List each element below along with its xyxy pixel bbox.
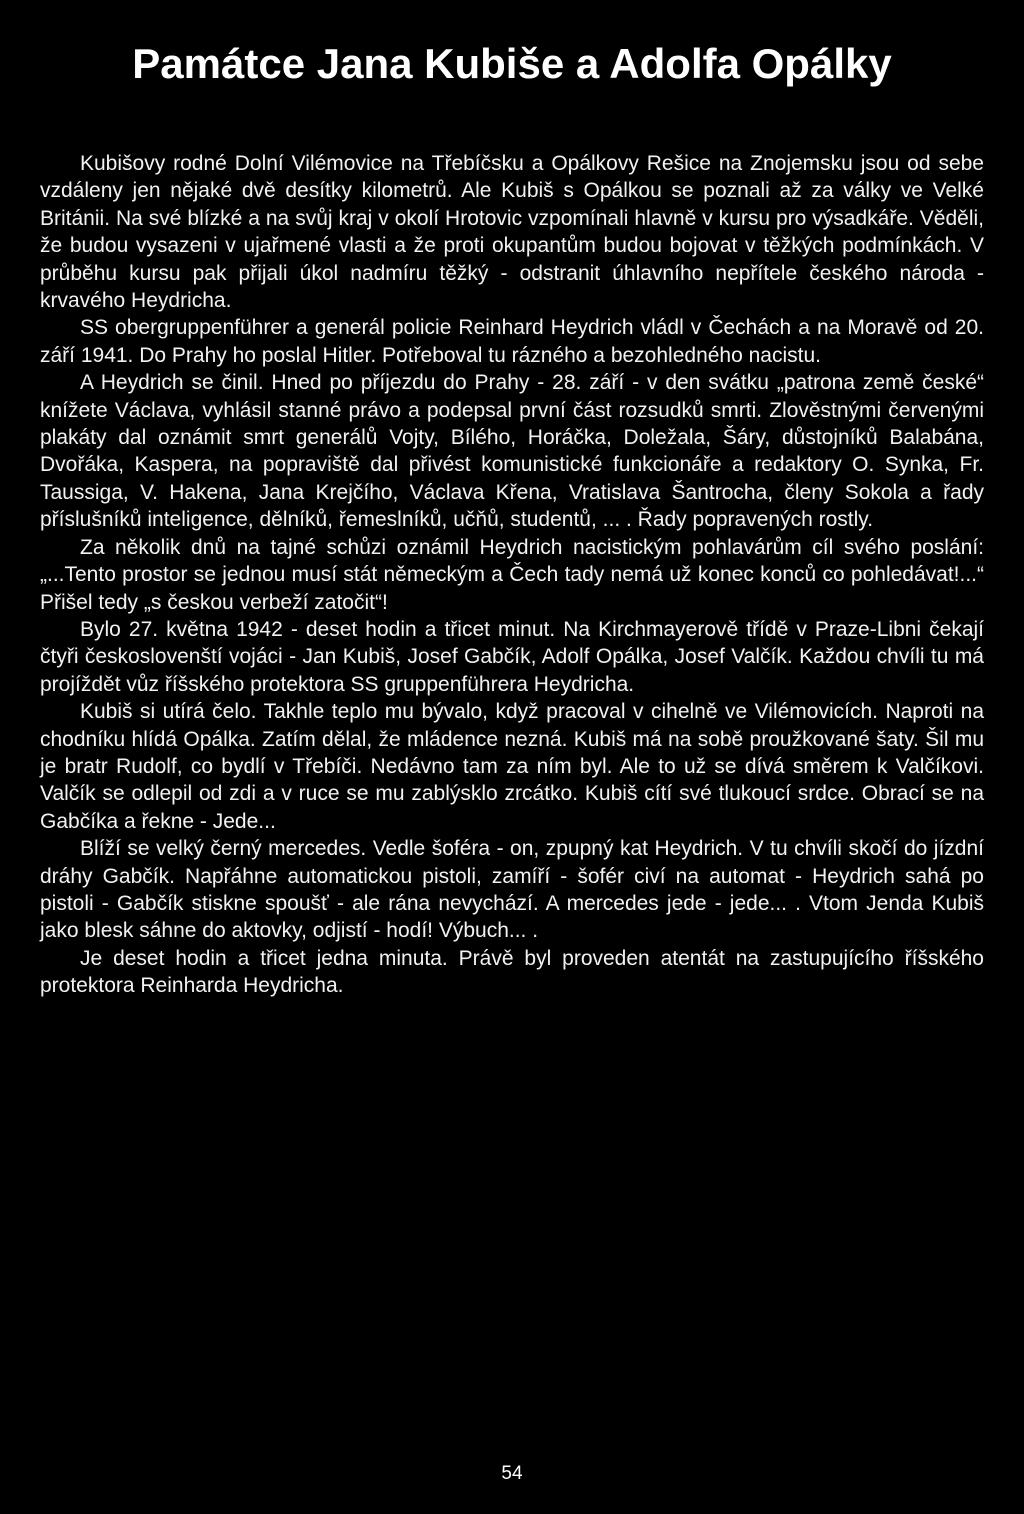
paragraph-3: A Heydrich se činil. Hned po příjezdu do Prahy - 28. září - v den svátku „patrona země české“ knížete Václava, vyhlásil stanné právo a podepsal první část rozsudků smrti. Zlověstnými červenými plakáty dal oznámit smrt generálů Vojty, Bílého, Horáčka, Doležala, Šáry, důstojníků Balabána, Dvořáka, Kaspera, na popraviště dal přivést komunistické funkcionáře a redaktory O. Synka, Fr. Taussiga, V. Hakena, Jana Krejčího, Václava Křena, Vratislava Šantrocha, členy Sokola a řady příslušníků inteligence, dělníků, řemeslníků, učňů, studentů, ... . Řady popravených rostly. [40,371,984,532]
paragraph-7: Blíží se velký černý mercedes. Vedle šoféra - on, zpupný kat Heydrich. V tu chvíli skočí do jízdní dráhy Gabčík. Napřáhne automatickou pistoli, zamíří - šofér civí na automat - Heydrich sahá po pistoli - Gabčík stiskne spoušť - ale rána nevychází. A mercedes jede - jede... . Vtom Jenda Kubiš jako blesk sáhne do aktovky, odjistí - hodí! Výbuch... . [40,837,984,943]
paragraph-1: Kubišovy rodné Dolní Vilémovice na Třebíčsku a Opálkovy Rešice na Znojemsku jsou od sebe vzdáleny jen nějaké dvě desítky kilometrů. Ale Kubiš s Opálkou se poznali až za války ve Velké Británii. Na své blízké a na svůj kraj v okolí Hrotovic vzpomínali hlavně v kursu pro výsadkáře. Věděli, že budou vysazeni v ujařmené vlasti a že proti okupantům budou bojovat v těžkých podmínkách. V průběhu kursu pak přijali úkol nadmíru těžký - odstranit úhlavního nepřítele českého národa - krvavého Heydricha. [40,152,984,313]
paragraph-2: SS obergruppenführer a generál policie Reinhard Heydrich vládl v Čechách a na Moravě od 20. září 1941. Do Prahy ho poslal Hitler. Potřeboval tu rázného a bezohledného nacistu. [40,316,984,367]
page-number: 54 [501,1463,523,1484]
article-body [40,150,984,1000]
paragraph-4: Za několik dnů na tajné schůzi oznámil Heydrich nacistickým pohlavárům cíl svého poslání: „...Tento prostor se jednou musí stát německým a Čech tady nemá už konec konců co pohledávat!...“ Přišel tedy „s českou verbeží zatočit“! [40,535,984,614]
paragraph-6: Kubiš si utírá čelo. Takhle teplo mu bývalo, když pracoval v cihelně ve Vilémovicích. Naproti na chodníku hlídá Opálka. Zatím dělal, že mládence nezná. Kubiš má na sobě proužkované šaty. Šil mu je bratr Rudolf, co bydlí v Třebíči. Nedávno tam za ním byl. Ale to už se dívá směrem k Valčíkovi. Valčík se odlepil od zdi a v ruce se mu zablýsklo zrcátko. Kubiš cítí své tlukoucí srdce. Obrací se na Gabčíka a řekne - Jede... [40,700,984,833]
paragraph-8: Je deset hodin a třicet jedna minuta. Právě byl proveden atentát na zastupujícího říšského protektora Reinharda Heydricha. [40,946,984,998]
page-title: Památce Jana Kubiše a Adolfa Opálky [132,40,892,87]
paragraph-5: Bylo 27. května 1942 - deset hodin a třicet minut. Na Kirchmayerově třídě v Praze-Libni čekají čtyři českoslovenští vojáci - Jan Kubiš, Josef Gabčík, Adolf Opálka, Josef Valčík. Každou chvíli tu má projíždět vůz říšského protektora SS gruppenführera Heydricha. [40,617,984,696]
